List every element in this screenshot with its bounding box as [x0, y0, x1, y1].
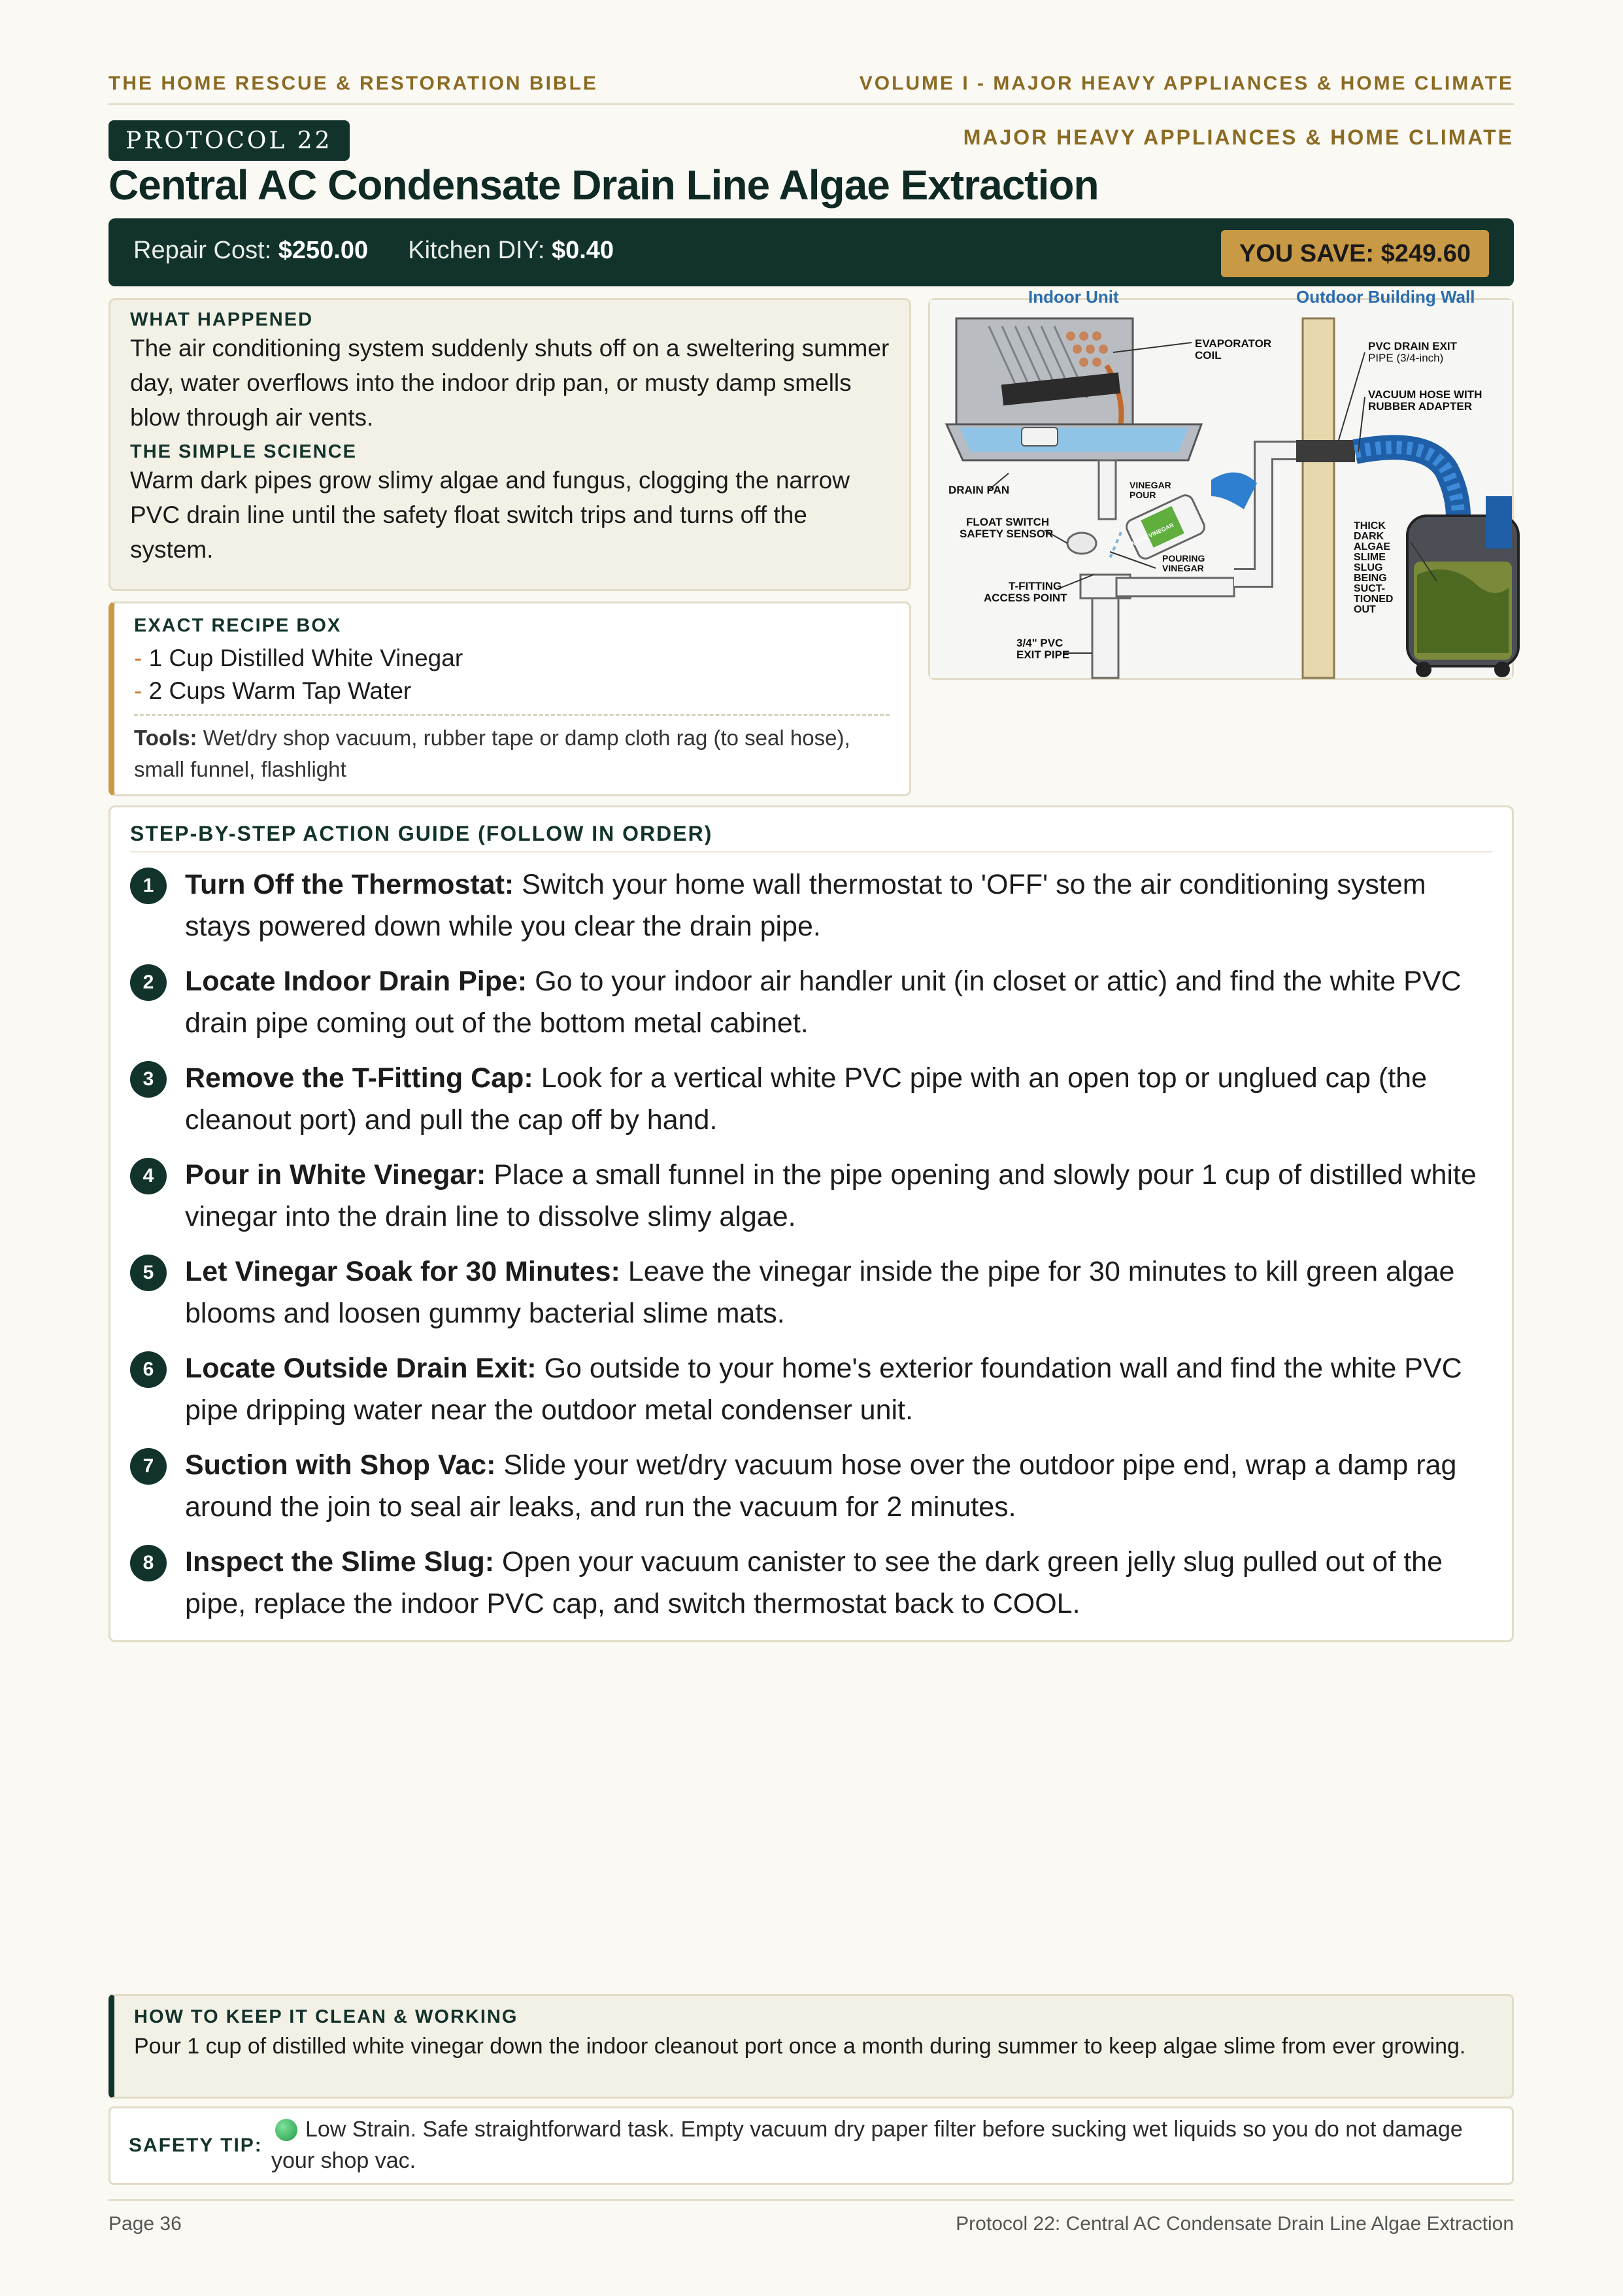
step-text [185, 1541, 1492, 1625]
label-vacuum-hose: VACUUM HOSE WITH [1368, 388, 1482, 401]
page-footer [109, 2199, 1514, 2247]
step-text [185, 1057, 1492, 1141]
cost-summary [133, 237, 614, 265]
label-exit-pipe: EXIT PIPE [1016, 649, 1070, 661]
step-title: Locate Indoor Drain Pipe: [185, 966, 527, 997]
label-slug-8: TIONED [1354, 594, 1394, 605]
outdoor-wall-heading: Outdoor Building Wall [1296, 287, 1475, 307]
step-title: Let Vinegar Soak for 30 Minutes: [185, 1256, 620, 1287]
label-safety-sensor: SAFETY SENSOR [960, 528, 1054, 540]
steps-heading: STEP-BY-STEP ACTION GUIDE (FOLLOW IN ORDER) [130, 822, 1492, 853]
bottle-label: WHITE VINEGAR [1129, 521, 1175, 548]
step-number: 2 [130, 964, 167, 1001]
book-title: THE HOME RESCUE & RESTORATION BIBLE [109, 73, 598, 94]
label-evaporator: EVAPORATOR [1195, 337, 1272, 350]
step-text [185, 1154, 1492, 1238]
step-body: Look for a vertical white PVC pipe with an open top or unglued cap (the cleanout port) and pull the cap off by hand. [185, 1062, 1428, 1136]
label-pvc-exit: PVC DRAIN EXIT [1368, 340, 1458, 352]
label-access-point: ACCESS POINT [984, 592, 1067, 604]
recipe-list [134, 642, 890, 707]
step-title: Turn Off the Thermostat: [185, 869, 514, 900]
label-vinegar-pour: VINEGAR [1129, 480, 1171, 490]
what-happened-text: The air conditioning system suddenly shuts off on a sweltering summer day, water overflows into the indoor drip pan, or musty damp smells blow through air vents. [130, 335, 890, 431]
drain-pan [946, 424, 1201, 460]
maintenance-label: HOW TO KEEP IT CLEAN & WORKING [134, 2006, 518, 2027]
step-text [185, 1444, 1492, 1528]
step-title: Inspect the Slime Slug: [185, 1546, 495, 1578]
safety-text: Low Strain. Safe straightforward task. Empty vacuum dry paper filter before sucking wet liquids so you do not damage your shop vac. [271, 2117, 1463, 2173]
protocol-badge: PROTOCOL 22 [109, 120, 350, 161]
building-wall [1303, 318, 1334, 678]
step-text [185, 1347, 1492, 1431]
step-number: 6 [130, 1351, 167, 1388]
label-slug-5: SLUG [1354, 562, 1383, 573]
label-tfitting: T-FITTING [1009, 580, 1062, 592]
step-number: 7 [130, 1448, 167, 1485]
science-text: Warm dark pipes grow slimy algae and fungus, clogging the narrow PVC drain line until the safety float switch trips and turns off the system. [130, 467, 850, 563]
savings-badge: YOU SAVE: $249.60 [1221, 230, 1489, 277]
step-body: Place a small funnel in the pipe opening and slowly pour 1 cup of distilled white vinegar into the drain line to dissolve slimy algae. [185, 1159, 1477, 1232]
step-text [185, 864, 1492, 947]
tools-text: Wet/dry shop vacuum, rubber tape or damp cloth rag (to seal hose), small funnel, flashlight [134, 726, 850, 781]
footer-protocol: Protocol 22: Central AC Condensate Drain Line Algae Extraction [956, 2213, 1514, 2235]
step-text [185, 960, 1492, 1044]
label-rubber-adapter: RUBBER ADAPTER [1368, 400, 1472, 413]
drain-line-illustration [928, 287, 1514, 680]
label-pouring-vinegar: VINEGAR [1162, 563, 1204, 573]
steps-box [109, 805, 1514, 1642]
step-number: 1 [130, 868, 167, 904]
rubber-adapter [1296, 440, 1355, 462]
volume-title: VOLUME I - MAJOR HEAVY APPLIANCES & HOME CLIMATE [859, 73, 1514, 94]
step-body: Go outside to your home's exterior foundation wall and find the white PVC pipe dripping water near the outdoor metal condenser unit. [185, 1353, 1462, 1426]
label-pvc-size: PIPE (3/4-inch) [1368, 352, 1444, 364]
shop-vac [1407, 496, 1518, 677]
page [109, 0, 1514, 2296]
step-body: Open your vacuum canister to see the dark green jelly slug pulled out of the pipe, replace the indoor PVC cap, and switch thermostat back to COOL. [185, 1546, 1443, 1619]
step-number: 3 [130, 1061, 167, 1098]
step-body: Slide your wet/dry vacuum hose over the outdoor pipe end, wrap a damp rag around the join to seal air leaks, and run the vacuum for 2 minutes. [185, 1449, 1457, 1523]
label-drain-pan: DRAIN PAN [948, 484, 1010, 496]
running-header [109, 64, 1514, 105]
label-slug-9: OUT [1354, 604, 1376, 615]
step-title: Pour in White Vinegar: [185, 1159, 486, 1190]
label-float-switch: FLOAT SWITCH [966, 516, 1050, 528]
step-body: Leave the vinegar inside the pipe for 30 minutes to kill green algae blooms and loosen gummy bacterial slime mats. [185, 1256, 1455, 1329]
recipe-label: EXACT RECIPE BOX [134, 615, 342, 636]
label-pouring: POURING [1162, 553, 1205, 564]
recipe-item: - 1 Cup Distilled White Vinegar [134, 645, 463, 671]
maintenance-box [109, 1994, 1514, 2099]
safety-label: SAFETY TIP: [129, 2135, 263, 2156]
protocol-row [109, 120, 1514, 161]
label-coil: COIL [1195, 349, 1222, 362]
step-title: Remove the T-Fitting Cap: [185, 1062, 533, 1094]
diy-cost-label: Kitchen DIY: [408, 237, 545, 264]
info-box [109, 298, 911, 591]
tools-line [134, 714, 890, 785]
repair-cost-value: $250.00 [278, 237, 369, 264]
label-pour: POUR [1129, 490, 1156, 500]
repair-cost-label: Repair Cost: [133, 237, 272, 264]
step-body: Go to your indoor air handler unit (in closet or attic) and find the white PVC drain pipe coming out of the bottom metal cabinet. [185, 966, 1462, 1039]
label-slug-4: SLIME [1354, 552, 1386, 563]
safety-box [109, 2106, 1514, 2185]
recipe-box [109, 601, 911, 796]
what-happened-label: WHAT HAPPENED [130, 309, 314, 330]
step-text [185, 1251, 1492, 1334]
page-number: Page 36 [109, 2213, 182, 2235]
low-strain-indicator-icon [275, 2119, 297, 2141]
page-title: Central AC Condensate Drain Line Algae Extraction [109, 161, 1099, 209]
label-slug-1: THICK [1354, 520, 1386, 532]
diy-cost-value: $0.40 [551, 237, 614, 264]
category-label: MAJOR HEAVY APPLIANCES & HOME CLIMATE [963, 126, 1514, 149]
step-number: 5 [130, 1255, 167, 1291]
label-exit-pipe-size: 3/4" PVC [1016, 637, 1063, 649]
maintenance-text: Pour 1 cup of distilled white vinegar down the indoor cleanout port once a month during summer to keep algae slime from ever growing. [134, 2034, 1466, 2059]
step-number: 4 [130, 1158, 167, 1194]
step-number: 8 [130, 1545, 167, 1581]
label-slug-2: DARK [1354, 531, 1384, 542]
label-slug-6: BEING [1354, 573, 1387, 584]
tools-label: Tools: [134, 726, 197, 750]
step-title: Suction with Shop Vac: [185, 1449, 496, 1481]
label-slug-7: SUCT- [1354, 583, 1385, 594]
step-body: Switch your home wall thermostat to 'OFF' so the air conditioning system stays powered down while you clear the drain pipe. [185, 869, 1426, 942]
step-title: Locate Outside Drain Exit: [185, 1353, 537, 1384]
label-slug-3: ALGAE [1354, 541, 1390, 552]
cost-bar [109, 218, 1514, 286]
recipe-item: - 2 Cups Warm Tap Water [134, 677, 412, 704]
indoor-unit-heading: Indoor Unit [1028, 287, 1119, 307]
science-label: THE SIMPLE SCIENCE [130, 441, 357, 462]
air-handler [956, 318, 1133, 436]
